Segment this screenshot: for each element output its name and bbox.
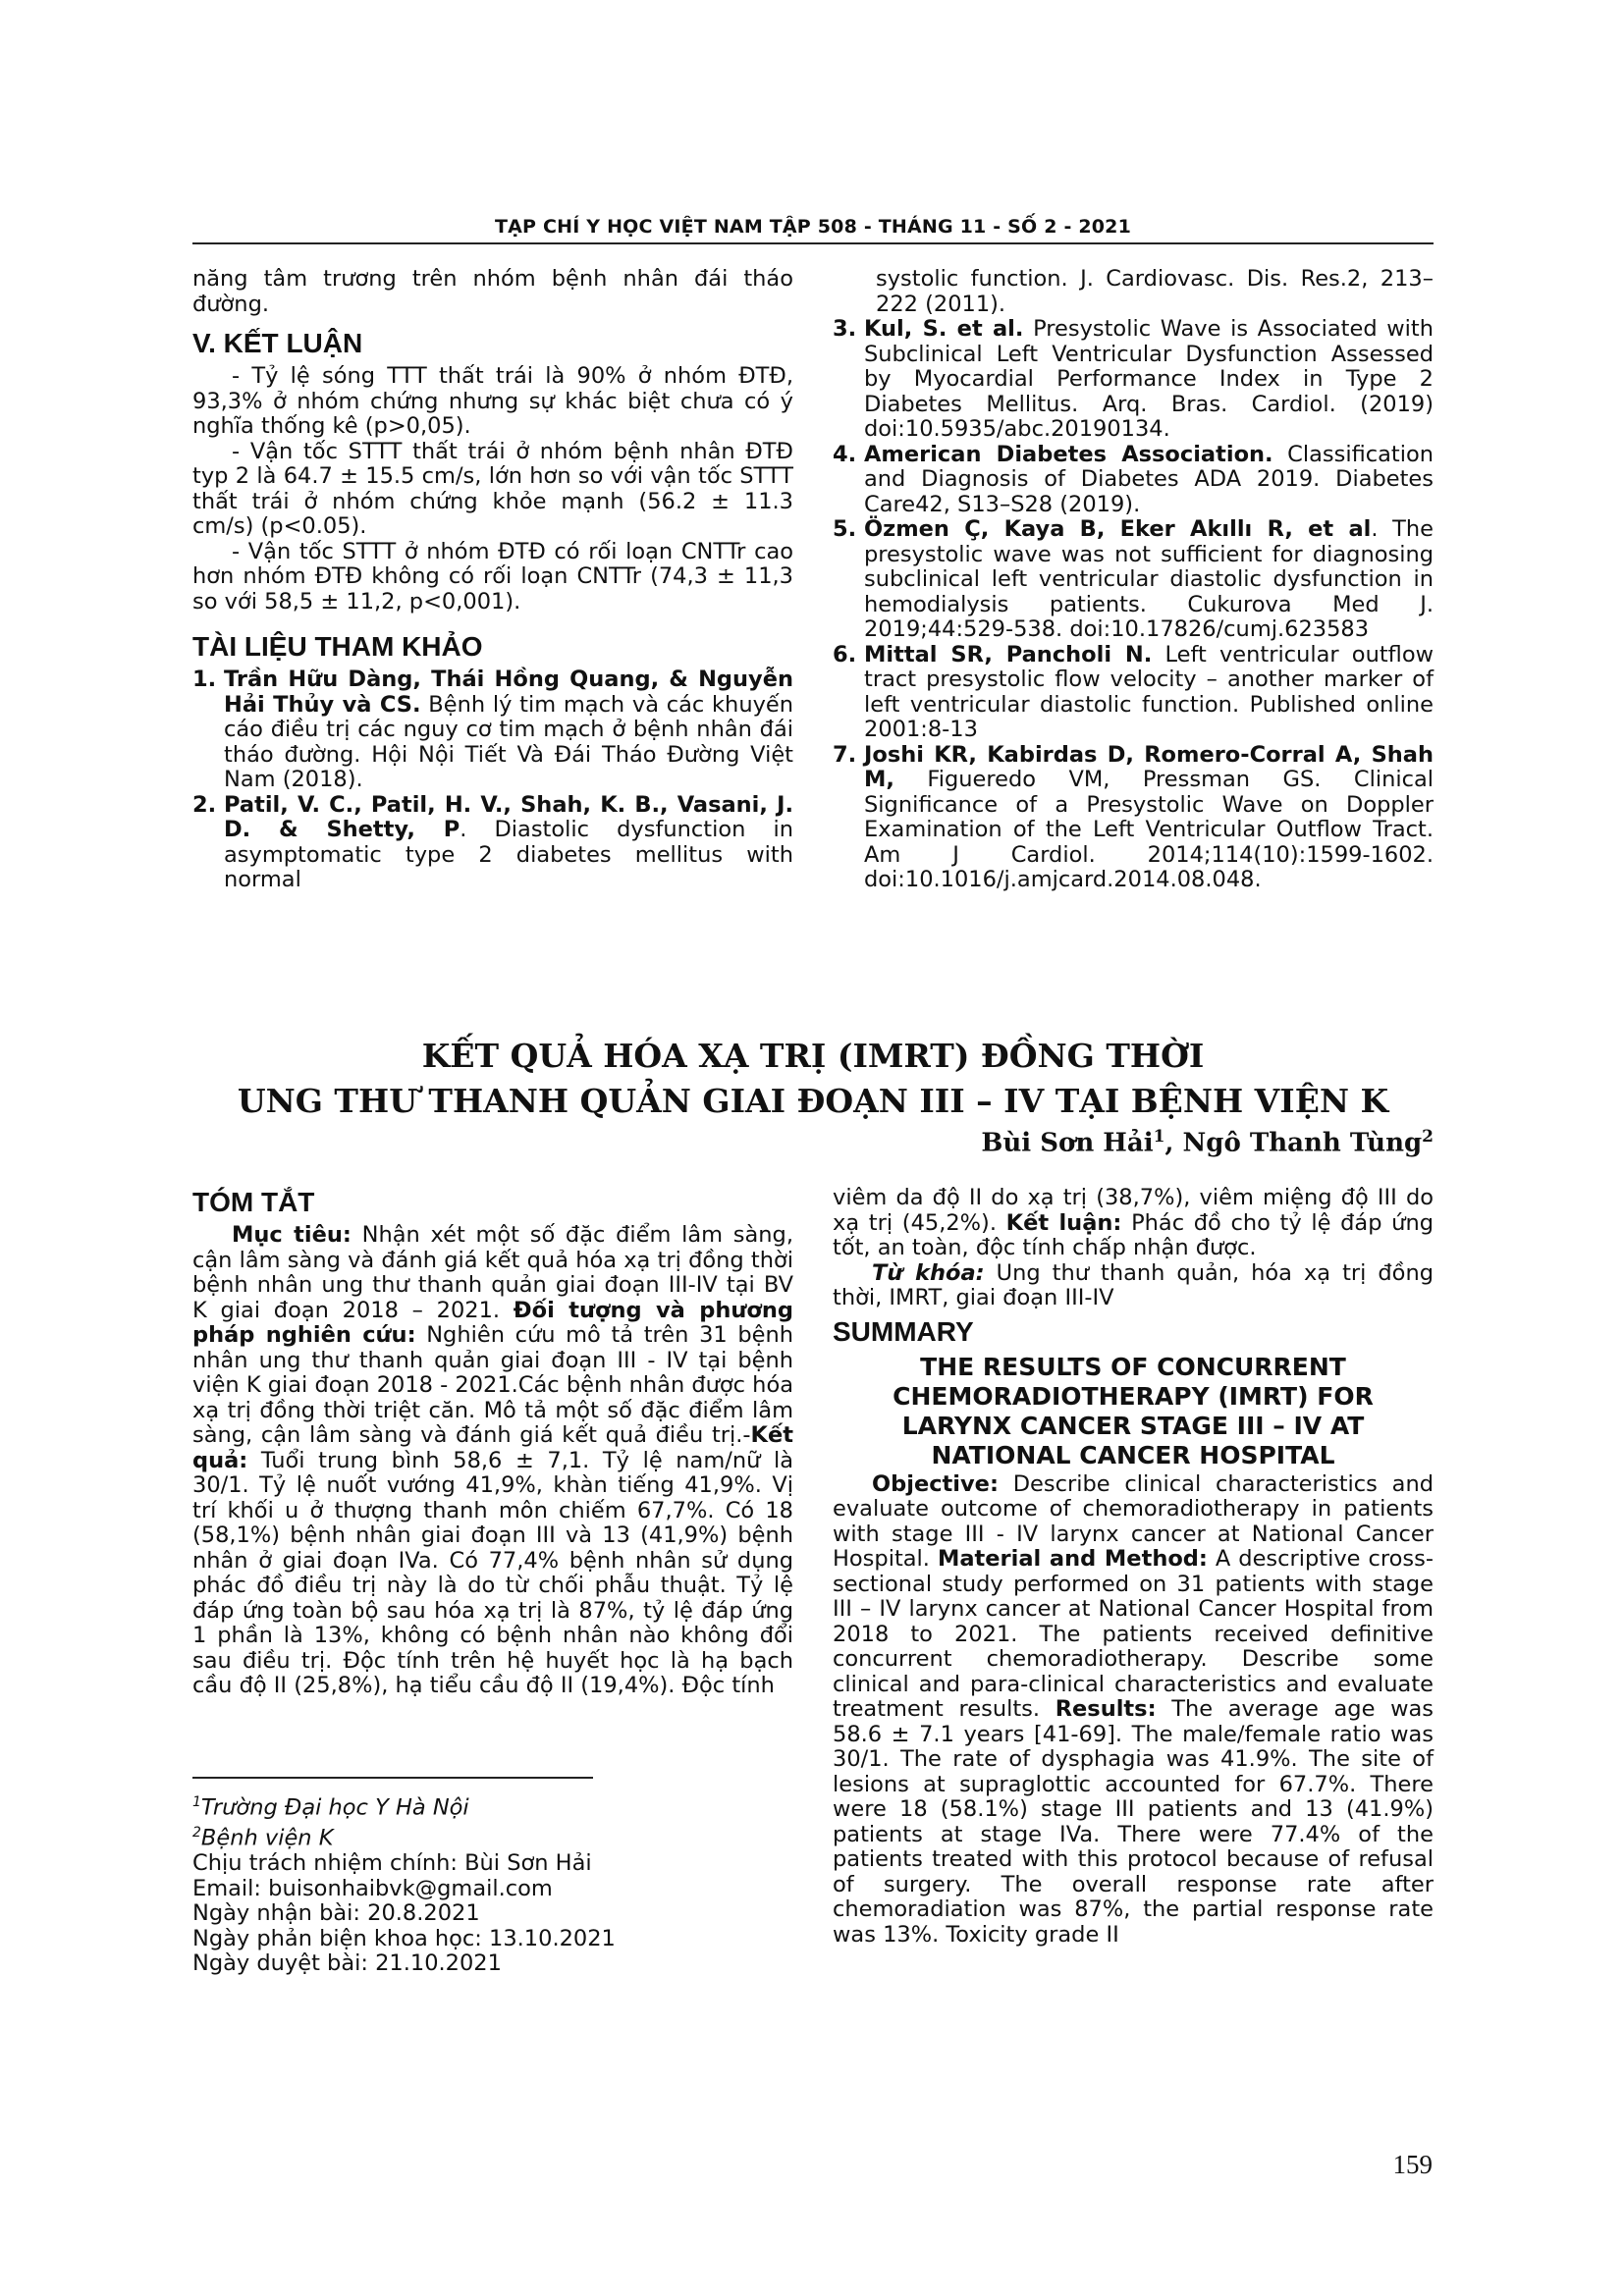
author-name: Bùi Sơn Hải: [981, 1128, 1154, 1158]
author-name: Ngô Thanh Tùng: [1182, 1128, 1423, 1158]
objective-label: Objective:: [872, 1470, 999, 1497]
conclusion-heading: V. KẾT LUẬN: [192, 328, 363, 358]
journal-header: TẠP CHÍ Y HỌC VIỆT NAM TẬP 508 - THÁNG 11 - SỐ 2 - 2021: [494, 216, 1132, 238]
date-approved: Ngày duyệt bài: 21.10.2021: [192, 1950, 502, 1976]
results-label: Kết quả:: [192, 1422, 793, 1473]
footnote-rule: [192, 1777, 593, 1779]
affiliation-mark: 2: [192, 1825, 201, 1841]
affiliation-1: [192, 1790, 801, 1821]
author-affiliation-mark: 2: [1422, 1127, 1434, 1147]
reference-text: Figueredo VM, Pressman GS. Clinical Significance of a Presystolic Wave on Doppler Examination of the Left Ventricular Outflow Tract. Am J Cardiol. 2014;114(10):1599-1602. doi:10.1016/j.amjcard.2014.08.048.: [864, 767, 1434, 892]
reference-item: [833, 517, 1434, 643]
results-text: Tuổi trung bình 58,6 ± 7,1. Tỷ lệ nam/nữ là 30/1. Tỷ lệ nuốt vướng 41,9%, khàn tiếng 41,9%. Vị trí khối u ở thượng thanh môn chiếm 67,7%. Có 18 (58,1%) bệnh nhân giai đoạn III và 13 (41,9%) bệnh nhân ở giai đoạn IVa. Có 77,4% bệnh nhân sử dụng phác đồ điều trị này là do từ chối phẫu thuật. Tỷ lệ đáp ứng toàn bộ sau hóa xạ trị là 87%, tỷ lệ đáp ứng 1 phần là 13%, không có bệnh nhân nào không đổi sau điều trị. Độc tính trên hệ huyết học là hạ bạch cầu độ II (25,8%), hạ tiểu cầu độ II (19,4%). Độc tính: [192, 1447, 793, 1698]
date-received: Ngày nhận bài: 20.8.2021: [192, 1900, 480, 1926]
objective-text: Describe clinical characteristics and evaluate outcome of chemoradiotherapy in patients with stage III - IV larynx cancer at National Cancer Hospital.: [833, 1470, 1434, 1572]
method-label: Đối tượng và phương pháp nghiên cứu:: [192, 1297, 793, 1348]
page-number: 159: [1392, 2150, 1433, 2179]
date-reviewed: Ngày phản biện khoa học: 13.10.2021: [192, 1925, 616, 1951]
reference-text: Bệnh lý tim mạch và các khuyến cáo điều trị các nguy cơ tim mạch ở bệnh nhân đái tháo đường. Hội Nội Tiết Và Đái Tháo Đường Việt Nam (2018).: [224, 691, 794, 792]
affiliation-mark: 1: [192, 1794, 201, 1810]
reference-number: 5.: [833, 516, 857, 542]
affiliation-2: [192, 1821, 801, 1851]
abstract-vi-column: [192, 1186, 793, 1699]
reference-item: [192, 667, 793, 793]
affiliation-text: Trường Đại học Y Hà Nội: [200, 1794, 469, 1821]
english-title-line: NATIONAL CANCER HOSPITAL: [931, 1440, 1335, 1469]
abstract-vi-text: [192, 1223, 793, 1699]
conclusion-item-1: - Tỷ lệ sóng TTT thất trái là 90% ở nhóm ĐTĐ, 93,3% ở nhóm chứng nhưng sự khác biệt chưa có ý nghĩa thống kê (p>0,05).: [192, 363, 793, 439]
responsible-author: Chịu trách nhiệm chính: Bùi Sơn Hải: [192, 1850, 592, 1876]
reference-authors: Patil, V. C., Patil, H. V., Shah, K. B., Vasani, J. D. & Shetty, P: [224, 791, 793, 842]
reference-text: . The presystolic wave was not sufficient for diagnosing subclinical left ventricular diastolic dysfunction in hemodialysis patients. Cukurova Med J. 2019;44:529-538. doi:10.17826/cumj.623583: [864, 516, 1434, 642]
reference-item: [833, 443, 1434, 518]
continuation-text: viêm da độ II do xạ trị (38,7%), viêm miệng độ III do xạ trị (45,2%).: [833, 1185, 1434, 1236]
affiliation-text: Bệnh viện K: [200, 1825, 334, 1851]
top-left-column: [192, 267, 793, 893]
reference-item: [833, 743, 1434, 893]
keywords-text: Ung thư thanh quản, hóa xạ trị đồng thời, IMRT, giai đoạn III-IV: [833, 1259, 1434, 1310]
reference-number: 6.: [833, 641, 857, 667]
header-rule: [192, 242, 1434, 244]
summary-heading: SUMMARY: [833, 1315, 974, 1347]
article-authors: [981, 1127, 1434, 1158]
reference-item: [192, 793, 793, 893]
author-affiliation-mark: 1: [1153, 1127, 1165, 1147]
conclusion-item-3: - Vận tốc STTT ở nhóm ĐTĐ có rối loạn CNTTr cao hơn nhóm ĐTĐ không có rối loạn CNTTr (74,3 ± 11,3 so với 58,5 ± 11,2, p<0,001).: [192, 538, 793, 614]
reference-number: 3.: [833, 316, 857, 342]
reference-number: 1.: [192, 667, 217, 692]
summary-text: [833, 1472, 1434, 1949]
method-text: A descriptive cross-sectional study performed on 31 patients with stage III – IV larynx cancer at National Cancer Hospital from 2018 to 2021. The patients received definitive concurrent chemoradiotherapy. Describe some clinical and para-clinical characteristics and evaluate treatment results.: [833, 1546, 1434, 1722]
footnotes: [192, 1790, 801, 1977]
reference-authors: American Diabetes Association.: [864, 441, 1273, 467]
reference-text: Presystolic Wave is Associated with Subclinical Left Ventricular Dysfunction Assessed by Myocardial Performance Index in Type 2 Diabetes Mellitus. Arq. Bras. Cardiol. (2019) doi:10.5935/abc.20190134.: [864, 316, 1434, 442]
reference-number: 2.: [192, 791, 217, 818]
english-title-line: CHEMORADIOTHERAPY (IMRT) FOR: [893, 1381, 1374, 1411]
method-text: Nghiên cứu mô tả trên 31 bệnh nhân ung thư thanh quản giai đoạn III - IV tại bệnh viện K giai đoạn 2018 - 2021.Các bệnh nhân được hóa xạ trị đồng thời triệt căn. Mô tả một số đặc điểm lâm sàng, cận lâm sàng và đánh giá kết quả điều trị.-: [192, 1322, 793, 1448]
reference-authors: Joshi KR, Kabirdas D, Romero-Corral A, Shah M,: [864, 741, 1434, 792]
conclusion-text: Phác đồ cho tỷ lệ đáp ứng tốt, an toàn, độc tính chấp nhận được.: [833, 1209, 1434, 1260]
reference-text: Classification and Diagnosis of Diabetes ADA 2019. Diabetes Care42, S13–S28 (2019).: [864, 441, 1435, 517]
method-label: Material and Method:: [937, 1546, 1208, 1572]
reference-authors: Trần Hữu Dàng, Thái Hồng Quang, & Nguyễn Hải Thủy và CS.: [224, 667, 793, 718]
objective-label: Mục tiêu:: [232, 1222, 352, 1248]
abstract-heading: TÓM TẮT: [192, 1187, 315, 1217]
reference-item: [833, 317, 1434, 443]
keywords-label: Từ khóa:: [872, 1259, 985, 1286]
reference-authors: Kul, S. et al.: [864, 316, 1024, 342]
email: Email: buisonhaibvk@gmail.com: [192, 1875, 553, 1901]
results-text: The average age was 58.6 ± 7.1 years [41-69]. The male/female ratio was 30/1. The rate of dysphagia was 41.9%. The site of lesions at supraglottic accounted for 67.7%. There were 18 (58.1%) stage III patients and 13 (41.9%) patients at stage IVa. There were 77.4% of the patients treated with this protocol because of refusal of surgery. The overall response rate after chemoradiation was 87%, the partial response rate was 13%. Toxicity grade II: [833, 1696, 1434, 1948]
references-heading: TÀI LIỆU THAM KHẢO: [192, 631, 483, 662]
article-title-line-2: UNG THƯ THANH QUẢN GIAI ĐOẠN III – IV TẠI BỆNH VIỆN K: [237, 1082, 1389, 1120]
reference-number: 4.: [833, 441, 857, 467]
article-title-line-1: KẾT QUẢ HÓA XẠ TRỊ (IMRT) ĐỒNG THỜI: [421, 1037, 1205, 1075]
results-label: Results:: [1055, 1696, 1157, 1722]
english-title-line: THE RESULTS OF CONCURRENT: [920, 1352, 1346, 1381]
conclusion-label: Kết luận:: [1005, 1209, 1122, 1236]
author-separator: ,: [1164, 1128, 1183, 1158]
reference-item: [833, 643, 1434, 743]
reference-text: Left ventricular outflow tract presystolic flow velocity – another marker of left ventricular diastolic function. Published online 2001:8-13: [864, 641, 1434, 742]
reference-number: 7.: [833, 741, 857, 768]
continuation-text: systolic function. J. Cardiovasc. Dis. Res.2, 213–222 (2011).: [876, 266, 1434, 317]
continuation-text: năng tâm trương trên nhóm bệnh nhân đái tháo đường.: [192, 266, 793, 317]
conclusion-item-2: - Vận tốc STTT thất trái ở nhóm bệnh nhân ĐTĐ typ 2 là 64.7 ± 15.5 cm/s, lớn hơn so với vận tốc STTT thất trái ở nhóm chứng khỏe mạnh (56.2 ± 11.3 cm/s) (p<0.05).: [192, 438, 793, 539]
reference-text: . Diastolic dysfunction in asymptomatic type 2 diabetes mellitus with normal: [224, 817, 793, 892]
reference-authors: Özmen Ç, Kaya B, Eker Akıllı R, et al: [864, 516, 1372, 542]
english-title-line: LARYNX CANCER STAGE III – IV AT: [901, 1411, 1365, 1440]
english-title: [833, 1353, 1434, 1470]
keywords: [833, 1261, 1434, 1311]
objective-text: Nhận xét một số đặc điểm lâm sàng, cận lâm sàng và đánh giá kết quả hóa xạ trị đồng thời bệnh nhân ung thư thanh quản giai đoạn III-IV tại BV K giai đoạn 2018 – 2021.: [192, 1222, 793, 1323]
abstract-vi-continuation: [833, 1186, 1434, 1261]
summary-column: [833, 1186, 1434, 1948]
top-right-column: [833, 267, 1434, 893]
reference-authors: Mittal SR, Pancholi N.: [864, 641, 1153, 667]
